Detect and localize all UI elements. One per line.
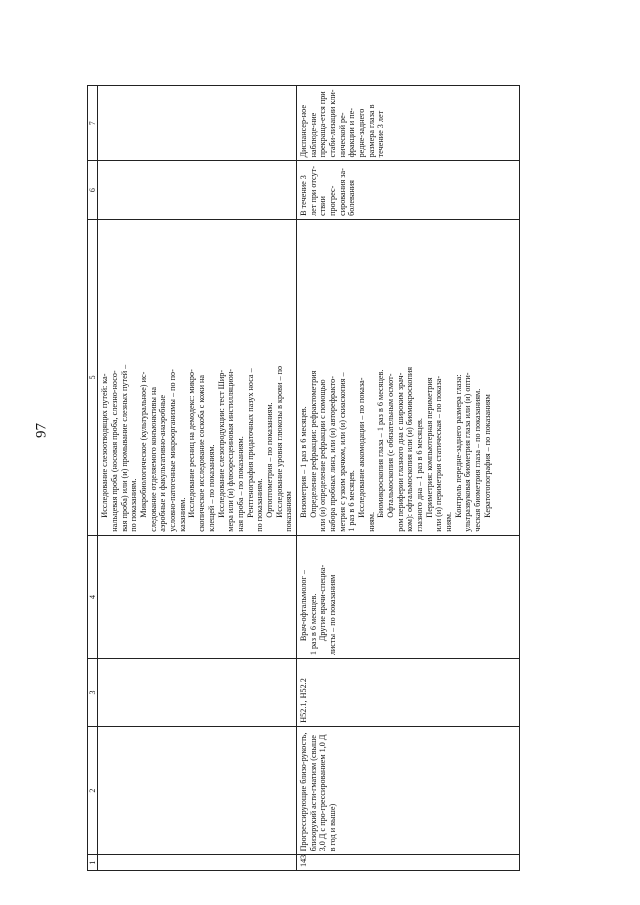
text-line: Микробиологическое (культуральное) ис- [139, 371, 149, 518]
column-number: 1 [88, 855, 98, 871]
text-line: казаниям. [177, 497, 187, 532]
column-number: 3 [88, 659, 98, 727]
text-line: ультразвуковая биометрия глаза или (и) опти- [463, 372, 473, 532]
column-number: 6 [88, 161, 98, 219]
column-number: 7 [88, 86, 98, 161]
text-line: условно-патогенные микроорганизмы – по по- [168, 369, 178, 532]
text-line: ная проба – по показаниям. [235, 436, 245, 532]
dispensary-table [87, 85, 520, 871]
table-row [296, 86, 519, 871]
text-line: Исследование слезоотводящих путей: ка- [100, 373, 110, 518]
text-line: Визометрия – 1 раз в 6 месяцев. [298, 406, 308, 518]
text-line: Другие врачи-специа- [318, 564, 328, 642]
text-line: аэробные и факультативно-анаэробные [158, 395, 168, 532]
column-number: 2 [88, 726, 98, 855]
text-line: показаниям [284, 491, 294, 532]
text-line: или (и) определение рефракции с помощью [318, 379, 328, 532]
text-line: Определение рефракции: рефрактометрия [308, 370, 318, 518]
text-line: Врач-офтальмолог – [298, 570, 308, 642]
text-line: Биомикроскопия глаза – 1 раз в 6 месяцев. [376, 369, 386, 518]
text-line: глазного дна – 1 раз в 6 месяцев. [414, 418, 424, 532]
text-line: ческая биометрия глаза – по показаниям. [472, 388, 482, 532]
text-line: ниям. [443, 511, 453, 532]
text-line: ром периферии глазного дна с широким зрач- [395, 372, 405, 532]
specialists-frequency [296, 535, 519, 658]
outcome-criteria: Диспансер-ное наблюде-ние прекраща-ется при стаби-лизации кли-нической ре-фракции и пе-редне-заднего размера глаза в течение 3 лет [296, 86, 519, 161]
text-line: 1 раз в 6 месяцев. [347, 470, 357, 532]
text-line: Рентгенография придаточных пазух носа – [245, 368, 255, 518]
continuation-row [98, 86, 296, 871]
text-line: листы – по показаниям [327, 574, 337, 656]
text-line: скопическое исследование соскоба с кожи на [197, 374, 207, 532]
page-number: 97 [33, 423, 50, 438]
icd-codes: H52.1, H52.2 [296, 659, 519, 727]
text-line: Контроль передне-заднего размера глаза: [453, 374, 463, 518]
text-line: по показаниям. [129, 478, 139, 532]
text-line: вая проба) или (и) промывание слезных путей – [119, 364, 129, 532]
text-line: клещей – по показаниям. [206, 444, 216, 532]
rotated-table-container [87, 85, 491, 871]
observation-period: В течение 3 лет при отсут-ствии прогрес-сирования за-болевания [296, 161, 519, 219]
text-line: 1 раз в 6 месяцев. [308, 593, 318, 656]
text-line: ниям. [366, 511, 376, 532]
row-number: 143 [296, 855, 519, 871]
text-line: Исследование аккомодации – по показа- [356, 377, 366, 518]
text-line: Исследование ресниц на демодекс: микро- [187, 369, 197, 518]
text-line: Ортоптометрия – по показаниям. [264, 402, 274, 518]
text-line: по показаниям. [255, 478, 265, 532]
text-line: метрия с узким зрачком, или (и) скиаскопия – [337, 372, 347, 532]
text-line: Периметрия: компьютерная периметрия [424, 377, 434, 518]
column-number-row [88, 86, 98, 871]
text-line: Исследование слезопродукции: тест Шир- [216, 369, 226, 518]
text-line: мера или (и) флюоресцеиновая инстилляцион- [226, 369, 236, 532]
column-number: 5 [88, 219, 98, 535]
column-number: 4 [88, 535, 98, 658]
text-line: ком): офтальмоскопия или (и) биомикроскопия [405, 367, 415, 532]
text-line: следование отделяемого конъюнктивы на [148, 387, 158, 532]
text-line: Кератотопография – по показаниям [482, 394, 492, 518]
examination-list [98, 219, 296, 535]
text-line: или (и) периметрия статическая – по показа- [434, 375, 444, 532]
text-line: нальцевая проба (носовая проба, слезно-носо- [110, 370, 120, 532]
text-line: набора пробных линз, или (и) авторефракто- [327, 376, 337, 532]
text-line: Исследование уровня глюкозы в крови – по [274, 365, 284, 518]
examination-list [296, 219, 519, 535]
text-line: Офтальмоскопия (с обязательным осмот- [385, 373, 395, 518]
disease-name: Прогрессирующие близо-рукость, близорукий асти-гматизм (свыше 3,0 Д с про-грессированием 1,0 Д в год и выше) [296, 726, 519, 855]
